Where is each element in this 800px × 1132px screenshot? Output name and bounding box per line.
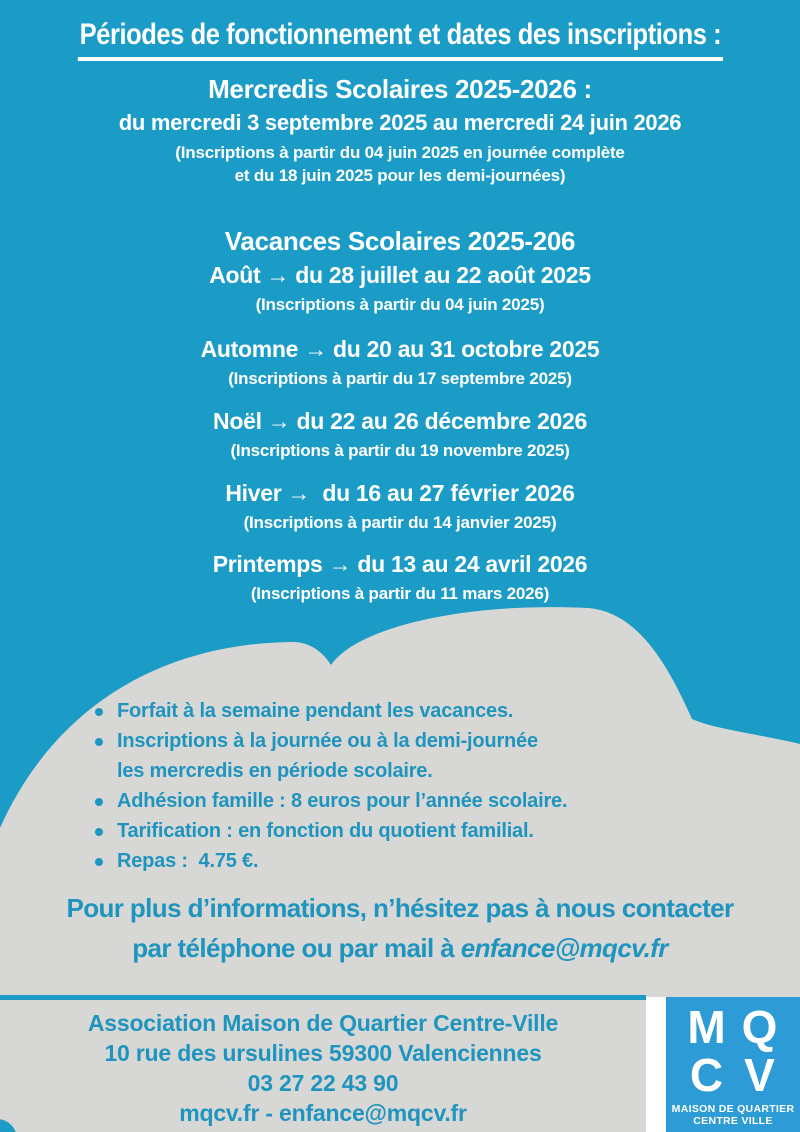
contact-line2-text: par téléphone ou par mail à bbox=[132, 933, 461, 963]
bullet-text: Repas : 4.75 €. bbox=[117, 850, 259, 872]
bullet-item bbox=[95, 850, 735, 873]
bullet-text: Tarification : en fonction du quotient familial. bbox=[117, 820, 534, 842]
bullet-text: Forfait à la semaine pendant les vacances. bbox=[117, 700, 514, 722]
vacances-heading: Vacances Scolaires 2025-206 bbox=[224, 226, 576, 256]
logo-letter-c: C bbox=[689, 1049, 724, 1101]
bullet-item bbox=[95, 730, 735, 753]
footer-address: 10 rue des ursulines 59300 Valenciennes bbox=[104, 1040, 542, 1066]
mqcv-logo-letters bbox=[666, 997, 800, 1099]
period-noel-note: (Inscriptions à partir du 19 novembre 2025) bbox=[230, 441, 570, 460]
bullet-dot-icon bbox=[95, 708, 103, 716]
footer-phone: 03 27 22 43 90 bbox=[247, 1070, 399, 1096]
mercredis-note-line1: (Inscriptions à partir du 04 juin 2025 en journée complète bbox=[175, 143, 625, 162]
period-automne-note: (Inscriptions à partir du 17 septembre 2025) bbox=[228, 369, 572, 388]
period-hiver-note: (Inscriptions à partir du 14 janvier 2025) bbox=[243, 513, 557, 532]
mqcv-logo-caption bbox=[666, 1103, 800, 1127]
period-noel: Noël → du 22 au 26 décembre 2026 bbox=[213, 408, 587, 434]
logo-white-margin bbox=[646, 997, 666, 1132]
bullet-text: Inscriptions à la journée ou à la demi-journée bbox=[117, 730, 538, 752]
bullet-dot-icon bbox=[95, 738, 103, 746]
page-header bbox=[0, 18, 800, 61]
period-aout-note: (Inscriptions à partir du 04 juin 2025) bbox=[255, 295, 545, 314]
bullet-item bbox=[95, 820, 735, 843]
period-aout: Août → du 28 juillet au 22 août 2025 bbox=[209, 262, 591, 288]
bullet-item-continuation bbox=[95, 760, 735, 783]
period-printemps-note: (Inscriptions à partir du 11 mars 2026) bbox=[250, 584, 550, 603]
logo-letter-v: V bbox=[744, 1049, 775, 1101]
logo-letter-q: Q bbox=[741, 1001, 778, 1053]
period-printemps: Printemps → du 13 au 24 avril 2026 bbox=[212, 551, 588, 577]
mqcv-logo bbox=[666, 997, 800, 1132]
contact-email: enfance@mqcv.fr bbox=[460, 933, 668, 963]
footer-divider bbox=[0, 995, 646, 1000]
period-automne: Automne → du 20 au 31 octobre 2025 bbox=[200, 336, 600, 362]
mercredis-dates: du mercredi 3 septembre 2025 au mercredi 24 juin 2026 bbox=[118, 110, 682, 135]
bullet-text: les mercredis en période scolaire. bbox=[117, 760, 433, 782]
logo-caption-line2: CENTRE VILLE bbox=[693, 1115, 773, 1127]
period-hiver: Hiver → du 16 au 27 février 2026 bbox=[225, 480, 575, 506]
mercredis-note-line2: et du 18 juin 2025 pour les demi-journées) bbox=[234, 166, 566, 185]
bullet-dot-icon bbox=[95, 828, 103, 836]
contact-line2 bbox=[0, 933, 800, 964]
logo-caption-line1: MAISON DE QUARTIER bbox=[671, 1103, 795, 1115]
bullet-item bbox=[95, 700, 735, 723]
page-title: Périodes de fonctionnement et dates des inscriptions : bbox=[77, 18, 722, 61]
logo-letter-m: M bbox=[687, 1001, 726, 1053]
bullet-dot-icon bbox=[95, 858, 103, 866]
footer-web-email: mqcv.fr - enfance@mqcv.fr bbox=[179, 1100, 467, 1126]
bullet-item bbox=[95, 790, 735, 813]
bullet-text: Adhésion famille : 8 euros pour l’année scolaire. bbox=[117, 790, 568, 812]
footer-association: Association Maison de Quartier Centre-Ville bbox=[87, 1010, 559, 1036]
mercredis-heading: Mercredis Scolaires 2025-2026 : bbox=[208, 74, 592, 104]
contact-line1: Pour plus d’informations, n’hésitez pas à nous contacter bbox=[66, 893, 734, 923]
bullet-dot-icon bbox=[95, 798, 103, 806]
